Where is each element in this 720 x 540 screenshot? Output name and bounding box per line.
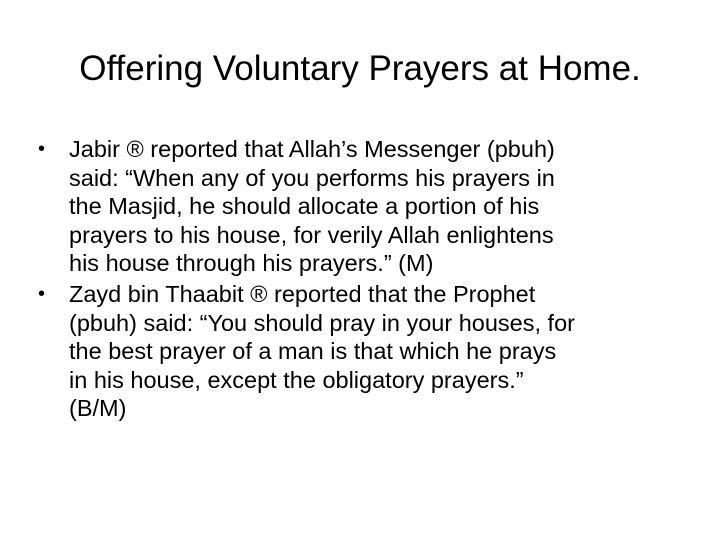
bullet-marker: • (38, 282, 46, 305)
bullet-text-line: his house through his prayers.” (M) (69, 250, 434, 277)
bullet-text-line: (pbuh) said: “You should pray in your houses, for (69, 309, 575, 336)
bullet-text-line: in his house, except the obligatory prayers.” (69, 366, 524, 393)
bullet-item-zayd (36, 280, 686, 423)
bullet-item-jabir (36, 135, 686, 278)
bullet-text-line: Zayd bin Thaabit ® reported that the Prophet (69, 280, 536, 307)
bullet-marker: • (38, 138, 46, 160)
bullet-list (36, 135, 686, 425)
bullet-text-line: (B/M) (69, 395, 127, 422)
bullet-text-line: the best prayer of a man is that which he prays (69, 338, 557, 365)
bullet-text-line: Jabir ® reported that Allah’s Messenger (pbuh) (69, 136, 555, 162)
bullet-text-line: the Masjid, he should allocate a portion of his (69, 193, 540, 220)
bullet-text-line: prayers to his house, for verily Allah enlightens (69, 221, 554, 248)
bullet-text-line: said: “When any of you performs his prayers in (69, 164, 555, 191)
slide-title: Offering Voluntary Prayers at Home. (79, 49, 641, 88)
